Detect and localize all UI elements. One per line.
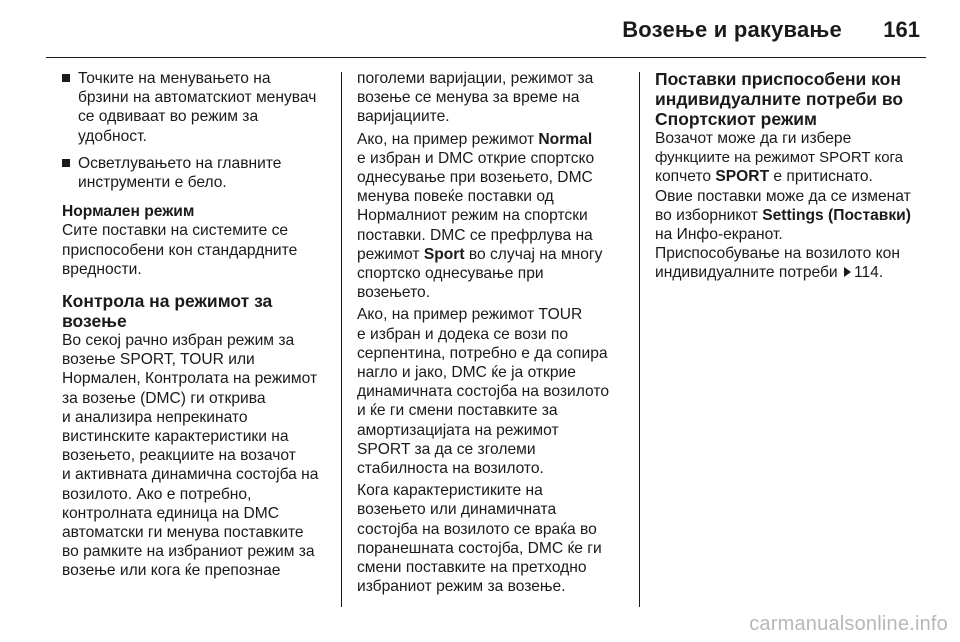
text-line: автоматски ги менува поставките — [62, 524, 304, 542]
text-line: SPORT за да се зголеми — [357, 440, 536, 458]
page-reference-arrow-icon — [844, 267, 851, 277]
text-line: Нормалниот режим на спортски — [357, 207, 588, 225]
button-name-sport: SPORT — [715, 168, 770, 186]
text-line: смени поставките на претходно — [357, 559, 587, 577]
paragraph — [357, 481, 629, 596]
text-line: возење се менува за време на — [357, 89, 580, 107]
text-line — [357, 130, 629, 149]
page-header — [0, 0, 960, 48]
paragraph — [62, 331, 334, 581]
column-1 — [62, 69, 334, 581]
text-line: серпентина, потребно е да сопира — [357, 344, 608, 362]
text-line: поранешната состојба, DMC ќе ги — [357, 539, 602, 557]
text-run: е притиснато. — [769, 168, 873, 186]
paragraph — [62, 221, 334, 279]
text-line: е избран и додека се вози по — [357, 325, 569, 343]
page-reference[interactable]: 114. — [853, 264, 884, 282]
paragraph — [357, 69, 629, 127]
section-heading — [655, 69, 935, 129]
text-line: поголеми варијации, режимот за — [357, 70, 594, 87]
text-line: варијациите. — [357, 108, 450, 126]
page-number: 161 — [883, 17, 920, 42]
text-line: возење или кога ќе препознае — [62, 562, 281, 580]
text-line: Во секој рачно избран режим за — [62, 332, 295, 350]
text-line: на Инфо-екранот. — [655, 226, 783, 244]
text-line: удобност. — [78, 127, 147, 145]
heading-line: возење — [62, 311, 127, 332]
text-line: Ако, на пример режимот TOUR — [357, 306, 583, 324]
text-line: функциите на режимот SPORT кога — [655, 149, 904, 167]
text-line: стабилноста на возилото. — [357, 460, 544, 478]
text-run: индивидуалните потреби — [655, 264, 842, 282]
text-line: за возење (DMC) ги открива — [62, 389, 266, 407]
text-line: Овие поставки може да се изменат — [655, 187, 911, 205]
text-line: во рамките на избраниот режим за — [62, 543, 315, 561]
mode-name-sport: Sport — [423, 245, 465, 263]
heading-line: Поставки приспособени кон — [655, 69, 901, 89]
section-heading: Нормален режим — [62, 203, 195, 221]
paragraph — [357, 305, 629, 478]
column-3 — [655, 69, 935, 283]
column-divider — [341, 72, 342, 607]
text-line: однесување при возењето, DMC — [357, 169, 593, 187]
text-line: и ќе ги смени поставките за — [357, 402, 558, 420]
heading-line: Контрола на режимот за — [62, 291, 273, 312]
text-line: Точките на менувањето на — [78, 70, 271, 87]
column-divider — [639, 72, 640, 607]
text-line: Приспособување на возилото кон — [655, 245, 900, 263]
bullet-item — [62, 154, 334, 192]
text-line: возењето, реакциите на возачот — [62, 447, 296, 465]
square-bullet-icon — [62, 159, 70, 167]
column-2 — [357, 69, 629, 596]
section-heading — [62, 291, 334, 331]
text-line: се одвиваат во режим за — [78, 108, 259, 126]
text-run: копчето — [655, 168, 716, 186]
text-line: контролната единица на DMC — [62, 504, 279, 522]
text-line: приспособени кон стандардните — [62, 241, 298, 259]
text-line: Кога карактеристиките на — [357, 482, 543, 500]
heading-line: индивидуалните потреби во — [655, 89, 904, 109]
text-line: возилото. Ако е потребно, — [62, 485, 252, 503]
text-line: нагло и јако, DMC ќе ја открие — [357, 364, 576, 382]
square-bullet-icon — [62, 74, 70, 82]
text-line: возењето. — [357, 284, 431, 302]
text-line: Осветлувањето на главните — [78, 154, 282, 172]
text-line — [357, 245, 629, 264]
text-line: состојба на возилото се враќа во — [357, 520, 597, 538]
paragraph — [655, 129, 935, 283]
menu-name-settings: Settings (Поставки) — [762, 206, 911, 224]
text-line: инструменти е бело. — [78, 174, 227, 192]
paragraph — [357, 130, 629, 303]
text-line: Нормален, Контролата на режимот — [62, 370, 318, 388]
text-line: спортско однесување при — [357, 265, 544, 283]
text-run: Ако, на пример режимот — [357, 130, 539, 148]
text-line: амортизацијата на режимот — [357, 421, 559, 439]
heading-line: Спортскиот режим — [655, 109, 817, 129]
text-line: Сите поставки на системите се — [62, 222, 289, 240]
header-rule — [46, 57, 926, 58]
text-line: брзини на автоматскиот менувач — [78, 89, 317, 107]
text-line: поставки. DMC се префрлува на — [357, 226, 593, 244]
text-line: вредности. — [62, 260, 142, 278]
text-run: во случај на многу — [464, 245, 603, 263]
text-line: и анализира непрекинато — [62, 408, 248, 426]
text-line: динамичната состојба на возилото — [357, 383, 610, 401]
text-line — [655, 206, 935, 225]
text-line: и активната динамична состојба на — [62, 466, 319, 484]
watermark: carmanualsonline.info — [749, 613, 948, 635]
text-line: вистинските карактеристики на — [62, 428, 289, 446]
text-line: возењето или динамичната — [357, 501, 557, 519]
text-run: во изборникот — [655, 206, 763, 224]
text-run: режимот — [357, 245, 424, 263]
text-line: избраниот режим за возење. — [357, 578, 566, 596]
text-line: Возачот може да ги избере — [655, 130, 852, 147]
header-title: Возење и ракување — [622, 17, 842, 42]
text-line — [655, 263, 935, 282]
text-line: е избран и DMC открие спортско — [357, 149, 595, 167]
text-line: менува повеќе поставки од — [357, 188, 554, 206]
text-line — [655, 167, 935, 186]
mode-name-normal: Normal — [538, 130, 593, 148]
bullet-item — [62, 69, 334, 146]
text-line: возење SPORT, TOUR или — [62, 351, 255, 369]
